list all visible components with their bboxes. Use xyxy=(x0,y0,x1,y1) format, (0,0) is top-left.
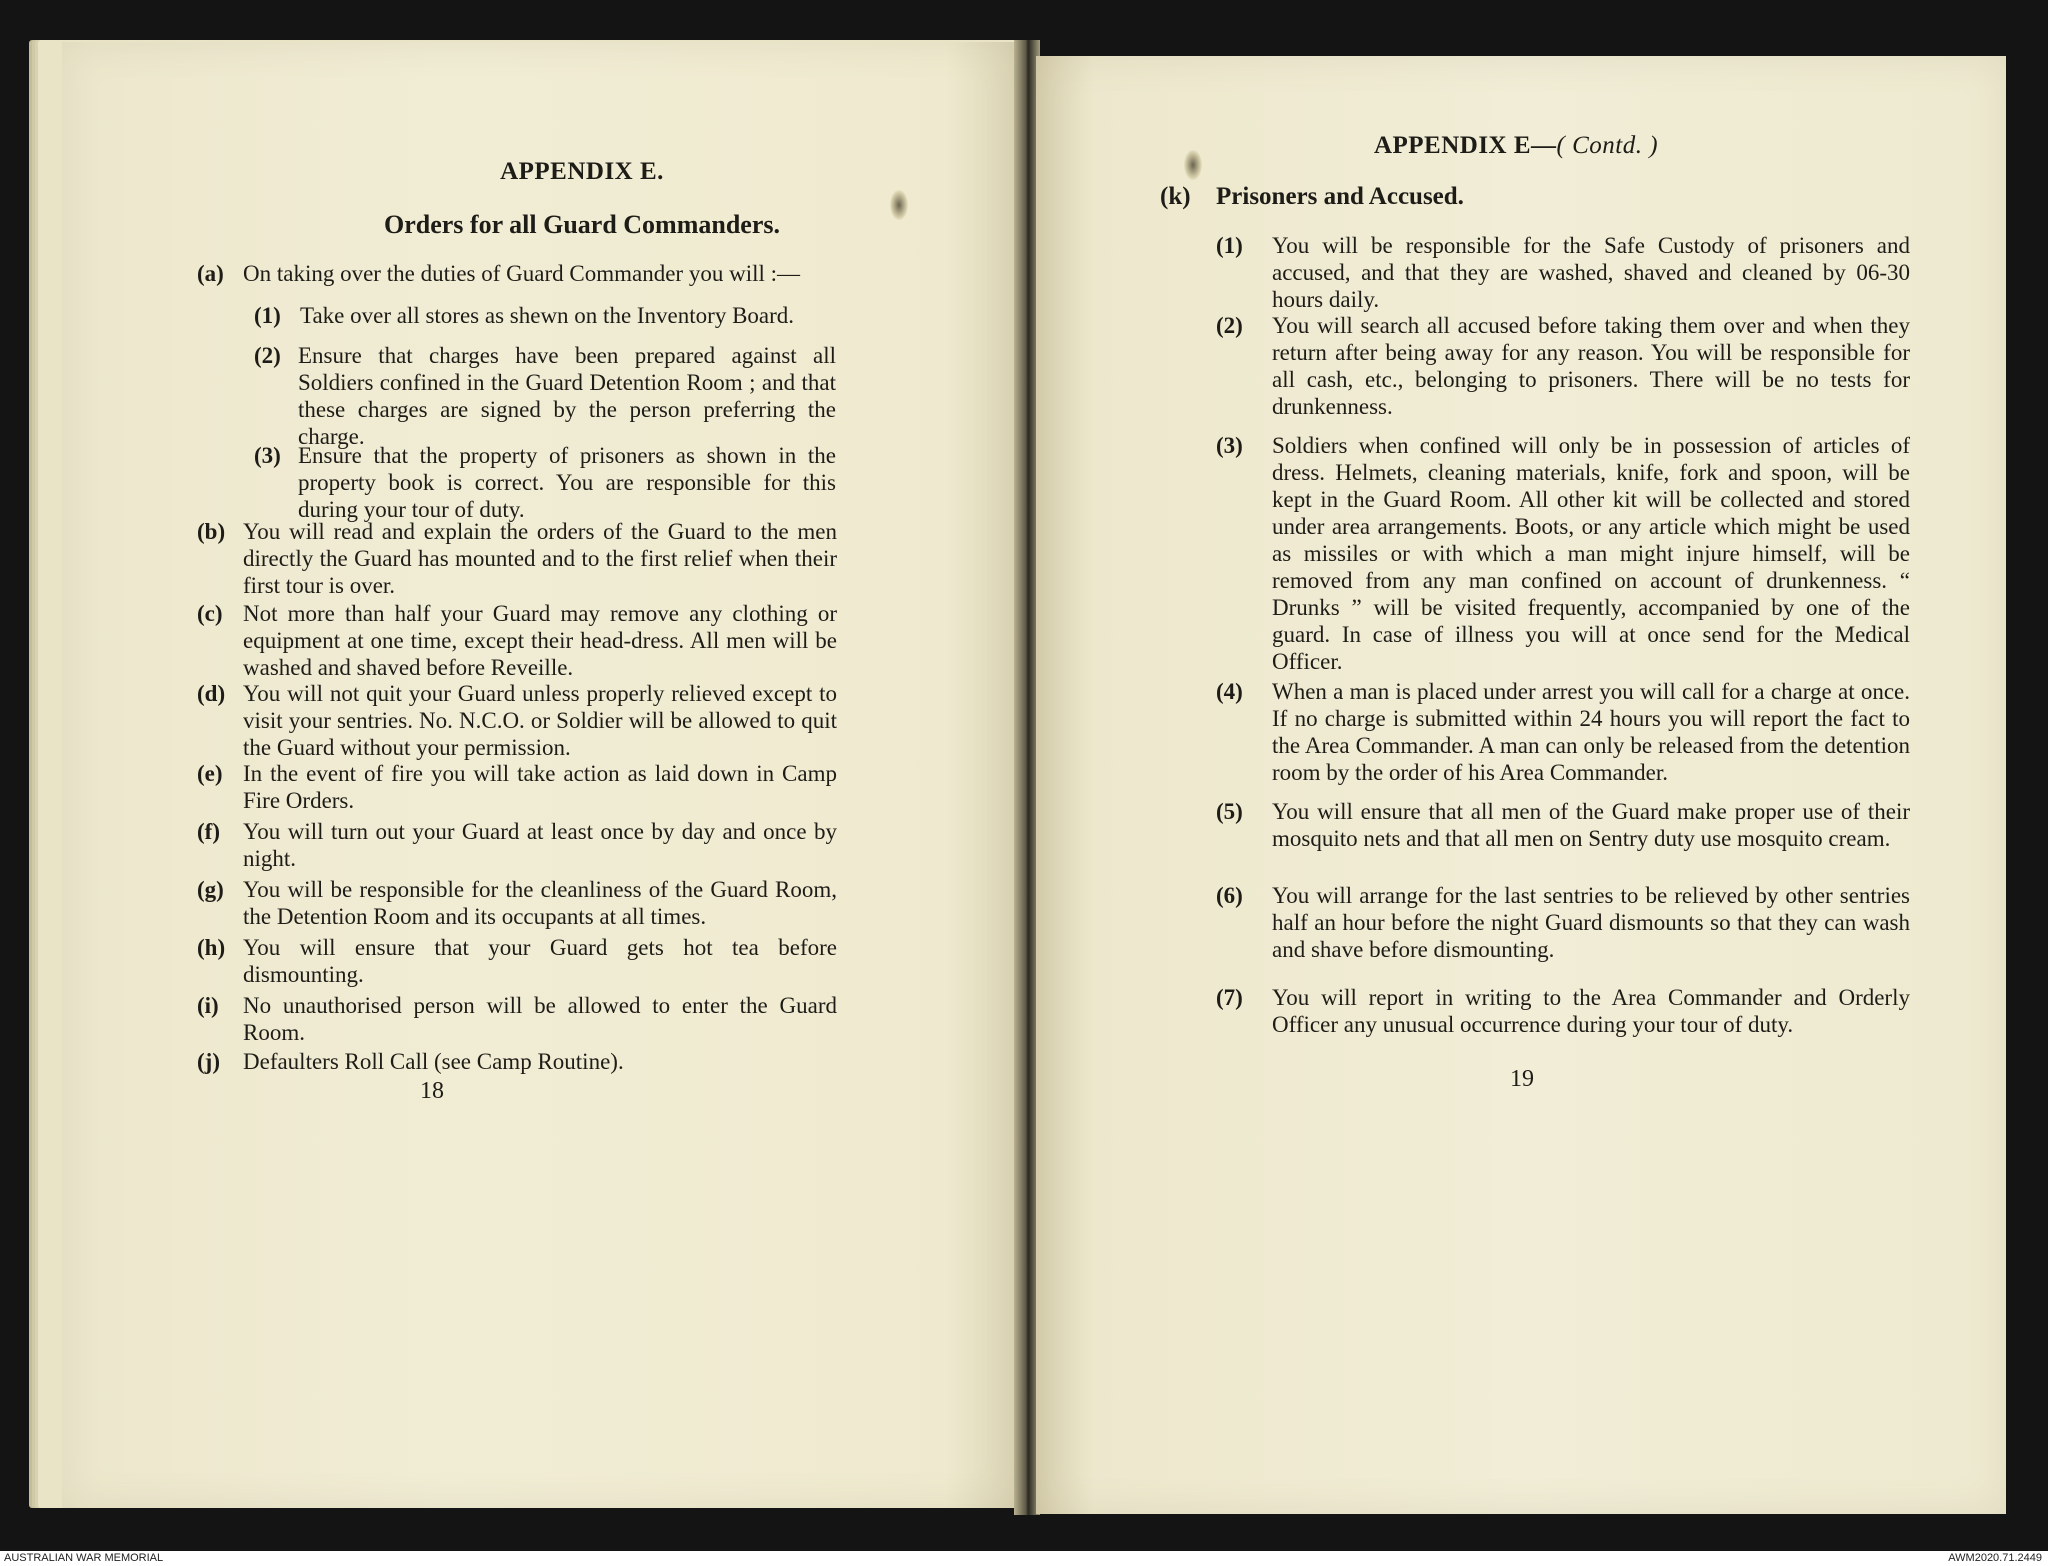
item-text: No unauthorised person will be allowed to enter the Guard Room. xyxy=(243,993,837,1045)
binding-hole xyxy=(1184,150,1202,180)
item-text: You will read and explain the orders of the Guard to the men directly the Guard has mounted and to the first relief when their first tour is over. xyxy=(243,519,837,598)
section-k-heading xyxy=(1160,182,1720,212)
item-label: (h) xyxy=(197,935,226,960)
section-title: Prisoners and Accused. xyxy=(1216,183,1464,210)
item-label: (e) xyxy=(197,761,223,786)
item-label: (b) xyxy=(197,519,226,544)
item-text: You will turn out your Guard at least once by day and once by night. xyxy=(243,819,837,871)
item-text: Ensure that charges have been prepared against all Soldiers confined in the Guard Detention Room ; and that these charges are signed by the person preferring the charge. xyxy=(298,343,836,449)
item-text: Soldiers when confined will only be in possession of articles of dress. Helmets, cleaning materials, knife, fork and spoon, will be kept in the Guard Room. All other kit will be collected and stored under area arrangements. Boots, or any article which might be used as missiles or with which a man might injure himself, will be removed from any man confined on account of drunkenness. “ Drunks ” will be visited frequently, accompanied by one of the guard. In case of illness you will at once send for the Medical Officer. xyxy=(1272,433,1910,674)
prisoner-item-4 xyxy=(1216,678,1910,786)
order-subitem-3 xyxy=(254,442,836,523)
item-label: (i) xyxy=(197,993,219,1018)
item-label: (f) xyxy=(197,819,220,844)
page-number: 18 xyxy=(420,1078,444,1104)
item-label: (j) xyxy=(197,1049,220,1074)
order-item-i xyxy=(197,992,837,1046)
order-item-f xyxy=(197,818,837,872)
item-label: (c) xyxy=(197,601,223,626)
item-text: You will search all accused before taking them over and when they return after being away for any reason. You will be responsible for all cash, etc., belonging to prisoners. There will be no tests for drunkenness. xyxy=(1272,313,1910,419)
order-item-c xyxy=(197,600,837,681)
item-label: (3) xyxy=(254,443,281,468)
item-label: (g) xyxy=(197,877,224,902)
order-item-b xyxy=(197,518,837,599)
left-page xyxy=(62,42,1022,1508)
item-text: You will report in writing to the Area Commander and Orderly Officer any unusual occurrence during your tour of duty. xyxy=(1272,985,1910,1037)
right-page-title-text: APPENDIX E— xyxy=(1373,132,1557,159)
right-page-title xyxy=(1236,132,1796,160)
order-item-a xyxy=(197,260,837,287)
right-page-title-contd: ( Contd. ) xyxy=(1556,132,1659,159)
footer-bar xyxy=(0,1551,2048,1566)
prisoner-item-5 xyxy=(1216,798,1910,852)
item-label: (4) xyxy=(1216,679,1243,704)
item-text: You will arrange for the last sentries to be relieved by other sentries half an hour before the night Guard dismounts so that they can wash and shave before dismounting. xyxy=(1272,883,1910,962)
order-item-g xyxy=(197,876,837,930)
item-label: (6) xyxy=(1216,883,1243,908)
item-text: You will not quit your Guard unless properly relieved except to visit your sentries. No. N.C.O. or Soldier will be allowed to quit the Guard without your permission. xyxy=(243,681,837,760)
section-label: (k) xyxy=(1160,183,1191,210)
item-text: In the event of fire you will take action as laid down in Camp Fire Orders. xyxy=(243,761,837,813)
binding-hole xyxy=(890,190,908,220)
item-label: (a) xyxy=(197,261,224,286)
order-item-d xyxy=(197,680,837,761)
item-text: You will ensure that all men of the Guard make proper use of their mosquito nets and that all men on Sentry duty use mosquito cream. xyxy=(1272,799,1910,851)
item-label: (2) xyxy=(254,343,281,368)
item-text: Take over all stores as shewn on the Inventory Board. xyxy=(300,303,795,328)
page-number: 19 xyxy=(1510,1066,1534,1092)
item-text: Ensure that the property of prisoners as shown in the property book is correct. You are responsible for this during your tour of duty. xyxy=(298,443,836,522)
item-text: On taking over the duties of Guard Commander you will :— xyxy=(243,261,801,286)
prisoner-item-7 xyxy=(1216,984,1910,1038)
right-page xyxy=(1036,56,2006,1514)
prisoner-item-6 xyxy=(1216,882,1910,963)
item-label: (5) xyxy=(1216,799,1243,824)
item-text: When a man is placed under arrest you will call for a charge at once. If no charge is submitted within 24 hours you will report the fact to the Area Commander. A man can only be released from the detention room by the order of his Area Commander. xyxy=(1272,679,1910,785)
order-item-h xyxy=(197,934,837,988)
item-label: (3) xyxy=(1216,433,1243,458)
left-page-subtitle: Orders for all Guard Commanders. xyxy=(384,210,780,239)
order-item-j xyxy=(197,1048,837,1075)
item-label: (d) xyxy=(197,681,226,706)
order-subitem-1 xyxy=(254,302,836,329)
item-text: You will be responsible for the cleanliness of the Guard Room, the Detention Room and its occupants at all times. xyxy=(243,877,837,929)
item-text: Defaulters Roll Call (see Camp Routine). xyxy=(243,1049,624,1074)
item-label: (1) xyxy=(254,303,281,328)
order-item-e xyxy=(197,760,837,814)
order-subitem-2 xyxy=(254,342,836,450)
item-text: You will be responsible for the Safe Custody of prisoners and accused, and that they are washed, shaved and cleaned by 06-30 hours daily. xyxy=(1272,233,1910,312)
left-page-title: APPENDIX E. xyxy=(500,158,664,185)
item-label: (7) xyxy=(1216,985,1243,1010)
prisoner-item-3 xyxy=(1216,432,1910,675)
footer-credit: AUSTRALIAN WAR MEMORIAL xyxy=(4,1552,164,1564)
item-label: (1) xyxy=(1216,233,1243,258)
item-label: (2) xyxy=(1216,313,1243,338)
item-text: You will ensure that your Guard gets hot tea before dismounting. xyxy=(243,935,837,987)
prisoner-item-2 xyxy=(1216,312,1910,420)
item-text: Not more than half your Guard may remove any clothing or equipment at one time, except their head-dress. All men will be washed and shaved before Reveille. xyxy=(243,601,837,680)
footer-accession-number: AWM2020.71.2449 xyxy=(1948,1552,2042,1564)
prisoner-item-1 xyxy=(1216,232,1910,313)
